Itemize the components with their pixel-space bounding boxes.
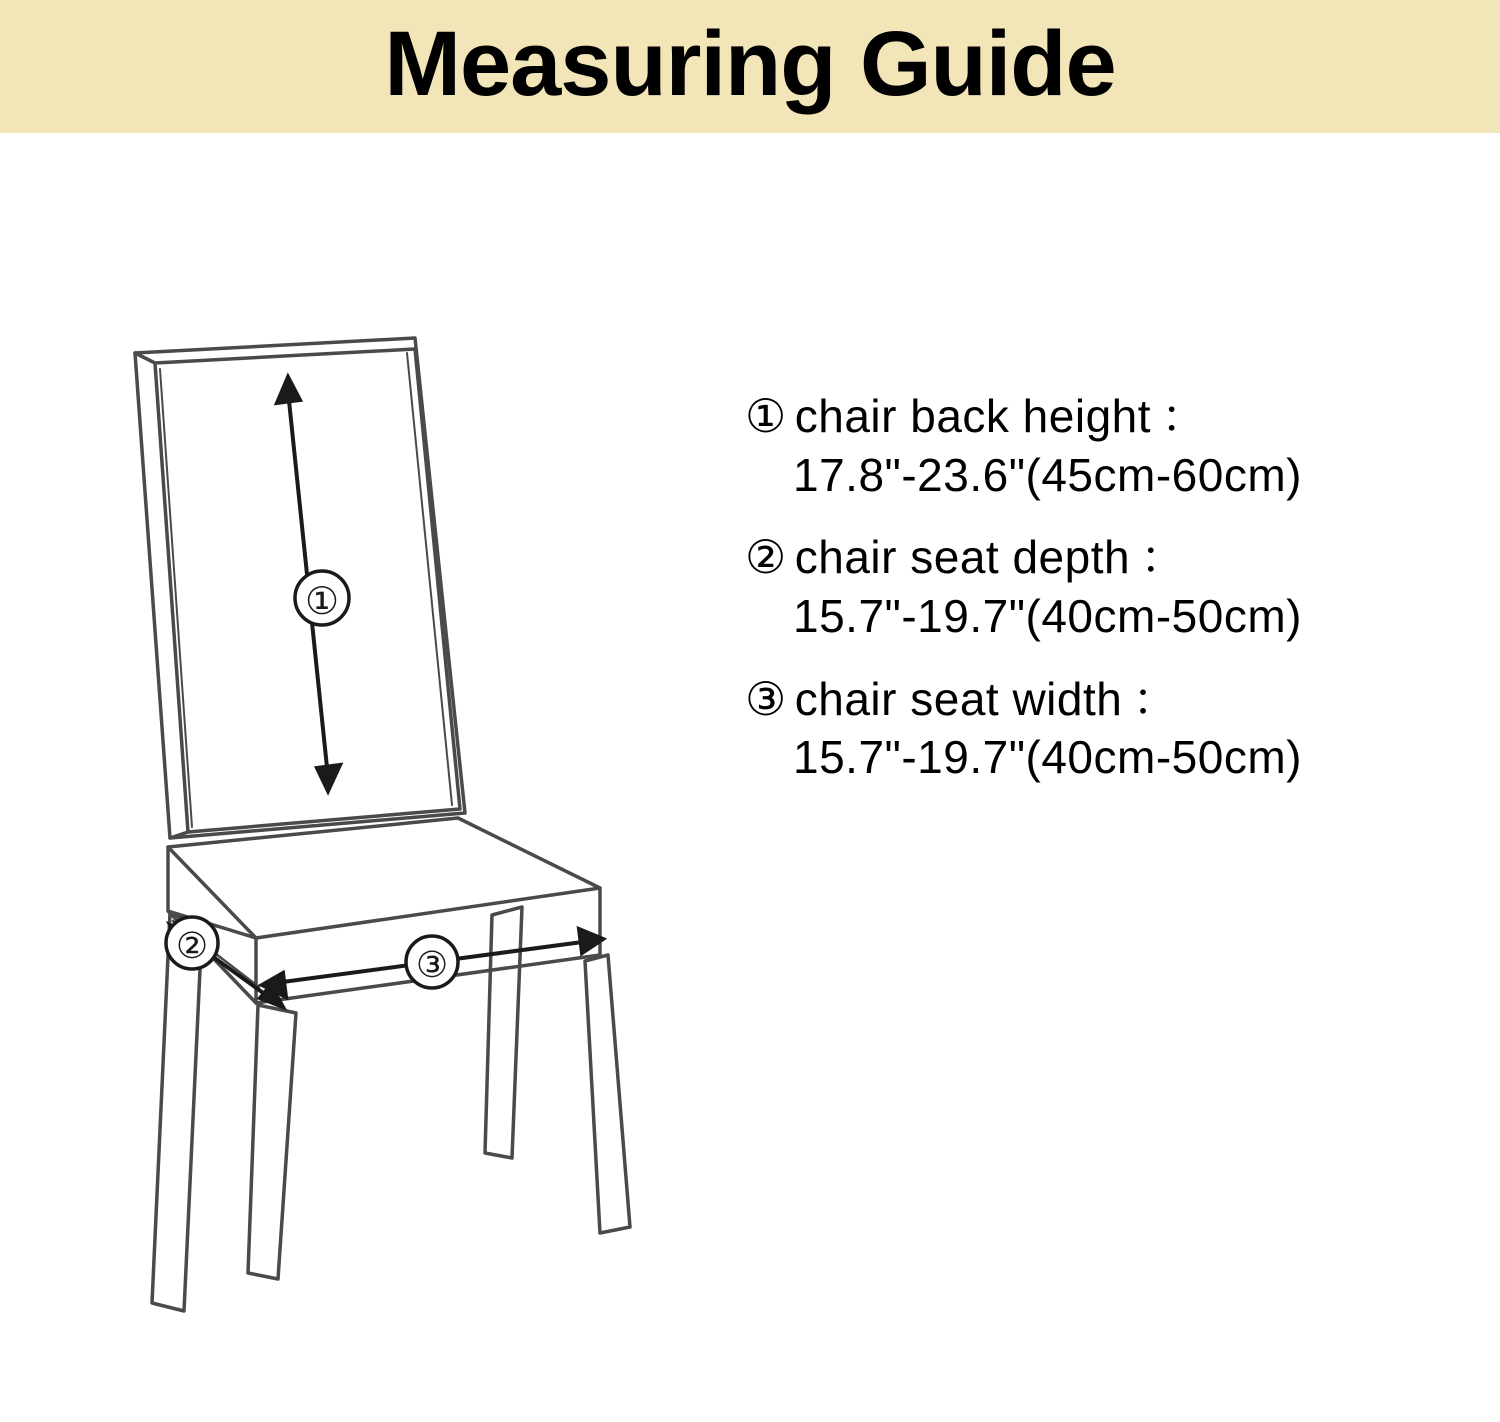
content-area [0, 133, 1500, 1422]
header-banner [0, 0, 1500, 133]
spec-label-row [745, 388, 1465, 446]
spec-item-seat-depth [745, 529, 1465, 646]
measurement-spec-list [745, 388, 1465, 812]
spec-label-seat-width: chair seat width [794, 672, 1123, 725]
spec-marker-back-height: ① [745, 390, 787, 442]
page-title: Measuring Guide [384, 12, 1116, 115]
spec-value-seat-depth: 15.7"-19.7"(40cm-50cm) [793, 589, 1302, 642]
spec-item-seat-width [745, 671, 1465, 788]
spec-label-row [745, 529, 1465, 587]
diagram-marker-seat-width: ③ [415, 944, 449, 985]
spec-label-row [745, 671, 1465, 729]
spec-colon-seat-width: ： [1132, 672, 1179, 725]
diagram-marker-back-height: ① [304, 581, 340, 623]
spec-label-seat-depth: chair seat depth [794, 531, 1131, 584]
spec-colon-back-height: ： [1161, 390, 1208, 442]
spec-value-seat-width: 15.7"-19.7"(40cm-50cm) [793, 731, 1302, 784]
spec-marker-seat-depth: ② [745, 531, 787, 584]
spec-marker-seat-width: ③ [745, 672, 787, 725]
diagram-marker-seat-depth: ② [175, 925, 209, 966]
chair-diagram [60, 243, 760, 1323]
spec-item-back-height [745, 388, 1465, 505]
spec-value-back-height: 17.8"-23.6"(45cm-60cm) [793, 448, 1302, 501]
spec-colon-seat-depth: ： [1140, 531, 1187, 584]
spec-label-back-height: chair back height [794, 390, 1152, 442]
